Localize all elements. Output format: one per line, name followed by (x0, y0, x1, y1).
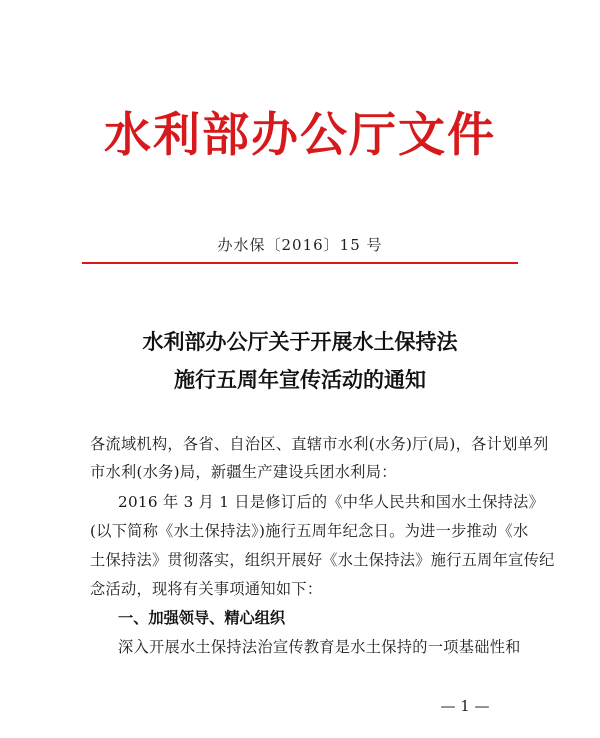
addressees-line-1: 各流域机构，各省、自治区、直辖市水利(水务)厅(局)，各计划单列 (90, 435, 549, 453)
paragraph-1-line-3: 土保持法》贯彻落实，组织开展好《水土保持法》施行五周年宣传纪 (90, 551, 555, 569)
section-1-heading: 一、加强领导、精心组织 (118, 609, 286, 627)
paragraph-1-line-1: 2016 年 3 月 1 日是修订后的《中华人民共和国水土保持法》 (118, 493, 545, 511)
red-separator-line (82, 262, 518, 264)
document-number: 办水保〔2016〕15 号 (217, 236, 383, 254)
page-number: — 1 — (440, 697, 490, 715)
paragraph-1-line-2: (以下简称《水土保持法》)施行五周年纪念日。为进一步推动《水 (90, 522, 529, 540)
issuer-header-title: 水利部办公厅文件 (104, 108, 496, 163)
notice-title-line-1: 水利部办公厅关于开展水土保持法 (142, 329, 458, 354)
notice-title-line-2: 施行五周年宣传活动的通知 (174, 367, 426, 392)
addressees-line-2: 市水利(水务)局，新疆生产建设兵团水利局： (90, 463, 397, 481)
paragraph-1-line-4: 念活动，现将有关事项通知如下： (90, 580, 323, 598)
paragraph-2-line-1: 深入开展水土保持法治宣传教育是水土保持的一项基础性和 (118, 638, 521, 656)
